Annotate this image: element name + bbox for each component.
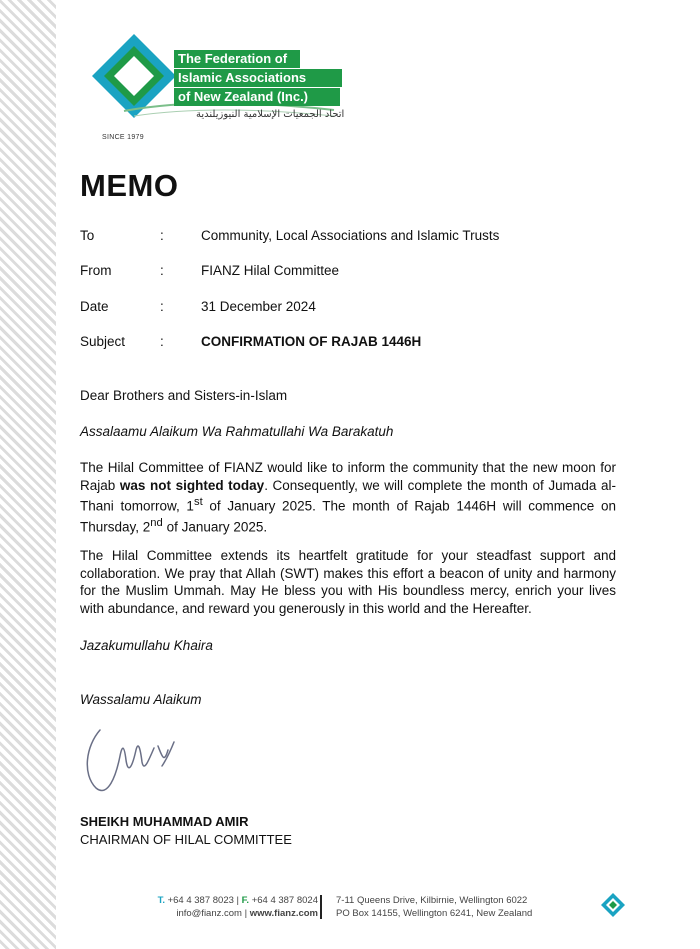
field-value: 31 December 2024 [201,299,316,314]
text-run: . Consequently, we will complete the month of Jumada al-Thani tomorrow, 1 [80,477,616,514]
field-label: From [80,263,112,278]
ordinal-suffix: nd [150,517,163,529]
text-run: of January 2025. The month of Rajab 1446H will commence on Thursday, 2 [80,498,617,535]
since-label: SINCE 1979 [102,134,144,141]
field-value: FIANZ Hilal Committee [201,263,340,278]
org-name-line-1: The Federation of [174,50,300,68]
field-label: Date [80,299,109,314]
field-colon: : [160,299,164,314]
ordinal-suffix: st [193,496,203,508]
text-run: of January 2025. [162,519,268,535]
field-colon: : [160,334,164,349]
address-line-1: 7-11 Queens Drive, Kilbirnie, Wellington 6022 [336,895,528,906]
signatory-role: CHAIRMAN OF HILAL COMMITTEE [80,832,292,847]
org-name-line-2: Islamic Associations [174,69,342,87]
field-colon: : [160,263,164,278]
fax-label: F. [241,895,250,906]
footer-contact [130,894,580,924]
closing-jazakumullah: Jazakumullahu Khaira [80,638,213,653]
field-label: Subject [80,334,126,349]
paragraph-announcement [80,459,616,536]
website-link[interactable]: www.fianz.com [249,908,318,919]
footer-contact-left [158,894,318,920]
salam: Assalaamu Alaikum Wa Rahmatullahi Wa Barakatuh [80,424,394,439]
footer-divider [320,895,322,919]
emphasis-text: was not sighted today [119,477,265,493]
separator: | [236,895,240,906]
field-colon: : [160,228,164,243]
footer-address [336,894,532,920]
greeting: Dear Brothers and Sisters-in-Islam [80,388,288,403]
paragraph-gratitude: The Hilal Committee extends its heartfelt gratitude for your steadfast support and collaboration. We pray that Allah (SWT) makes this effort a beacon of unity and harmony for the Muslim Ummah. May He bless you with His boundless mercy, enrich your lives with abundance, and reward you generously in this world and the Hereafter. [80,548,616,616]
email-link[interactable]: info@fianz.com [176,908,242,919]
fax-number: +64 4 387 8024 [251,895,318,906]
text-run: The Hilal Committee of FIANZ would like to inform the community that the new moon for Rajab [80,460,616,493]
org-name-arabic: اتحاد الجمعيات الإسلامية النيوزيلندية [196,109,345,120]
handwritten-signature [78,716,188,800]
fianz-mark-icon [600,892,626,918]
signatory-name: SHEIKH MUHAMMAD AMIR [80,814,249,829]
field-value: Community, Local Associations and Islamic Trusts [201,228,500,243]
separator: | [244,908,248,919]
address-line-2: PO Box 14155, Wellington 6241, New Zealand [336,908,533,919]
field-value: CONFIRMATION OF RAJAB 1446H [201,334,422,349]
memo-title: MEMO [80,168,179,203]
phone-number: +64 4 387 8023 [167,895,234,906]
phone-label: T. [157,895,165,906]
field-label: To [80,228,95,243]
closing-wassalamu: Wassalamu Alaikum [80,692,202,707]
org-name-line-3: of New Zealand (Inc.) [174,88,340,106]
decorative-hatch-border [0,0,56,949]
